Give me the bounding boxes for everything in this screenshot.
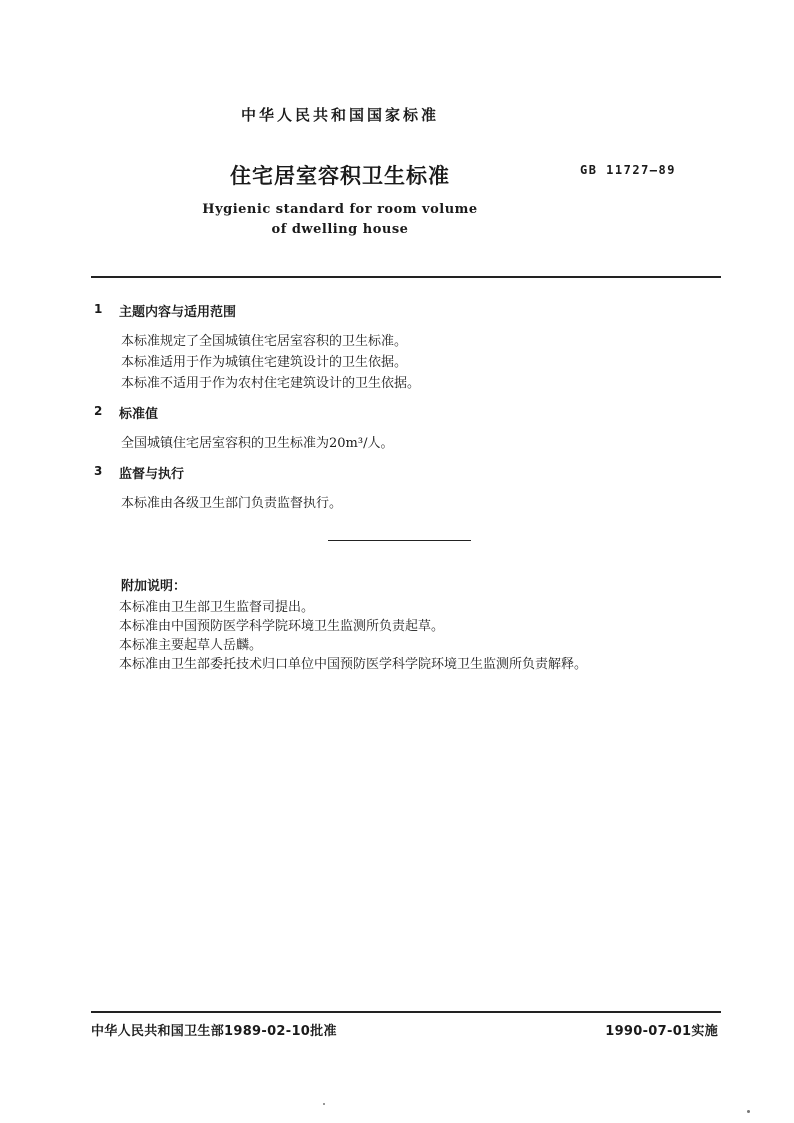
section-1-number: 1 xyxy=(94,302,103,316)
section-1-paragraph-1: 本标准规定了全国城镇住宅居室容积的卫生标准。 xyxy=(121,334,408,349)
standard-code: GB 11727—89 xyxy=(580,163,676,177)
section-1-paragraph-3: 本标准不适用于作为农村住宅建筑设计的卫生依据。 xyxy=(121,376,421,391)
additional-notes-title: 附加说明： xyxy=(121,579,187,594)
approval-date: 中华人民共和国卫生部1989-02-10批准 xyxy=(91,1024,337,1039)
section-3-title: 监督与执行 xyxy=(119,467,185,482)
standard-title-english-line1: Hygienic standard for room volume xyxy=(202,202,478,217)
section-1-title: 主题内容与适用范围 xyxy=(119,305,237,320)
section-2-paragraph-1: 全国城镇住宅居室容积的卫生标准为20m³/人。 xyxy=(121,436,394,451)
footer-divider xyxy=(91,1011,721,1013)
section-3-paragraph-1: 本标准由各级卫生部门负责监督执行。 xyxy=(121,496,343,511)
additional-note-1: 本标准由卫生部卫生监督司提出。 xyxy=(119,600,315,615)
issuing-authority: 中华人民共和国国家标准 xyxy=(240,106,439,124)
scan-speck xyxy=(747,1110,750,1113)
additional-note-2: 本标准由中国预防医学科学院环境卫生监测所负责起草。 xyxy=(119,619,445,634)
section-2-title: 标准值 xyxy=(119,407,159,422)
effective-date: 1990-07-01实施 xyxy=(605,1024,718,1039)
section-1-paragraph-2: 本标准适用于作为城镇住宅建筑设计的卫生依据。 xyxy=(121,355,408,370)
scan-speck xyxy=(323,1103,325,1105)
standard-title-english-line2: of dwelling house xyxy=(271,222,409,237)
header-divider xyxy=(91,276,721,278)
additional-note-3: 本标准主要起草人岳麟。 xyxy=(119,638,263,653)
section-2-number: 2 xyxy=(94,404,103,418)
additional-note-4: 本标准由卫生部委托技术归口单位中国预防医学科学院环境卫生监测所负责解释。 xyxy=(119,657,588,672)
end-of-text-divider xyxy=(328,540,471,541)
section-3-number: 3 xyxy=(94,464,103,478)
standard-title-chinese: 住宅居室容积卫生标准 xyxy=(230,164,450,188)
